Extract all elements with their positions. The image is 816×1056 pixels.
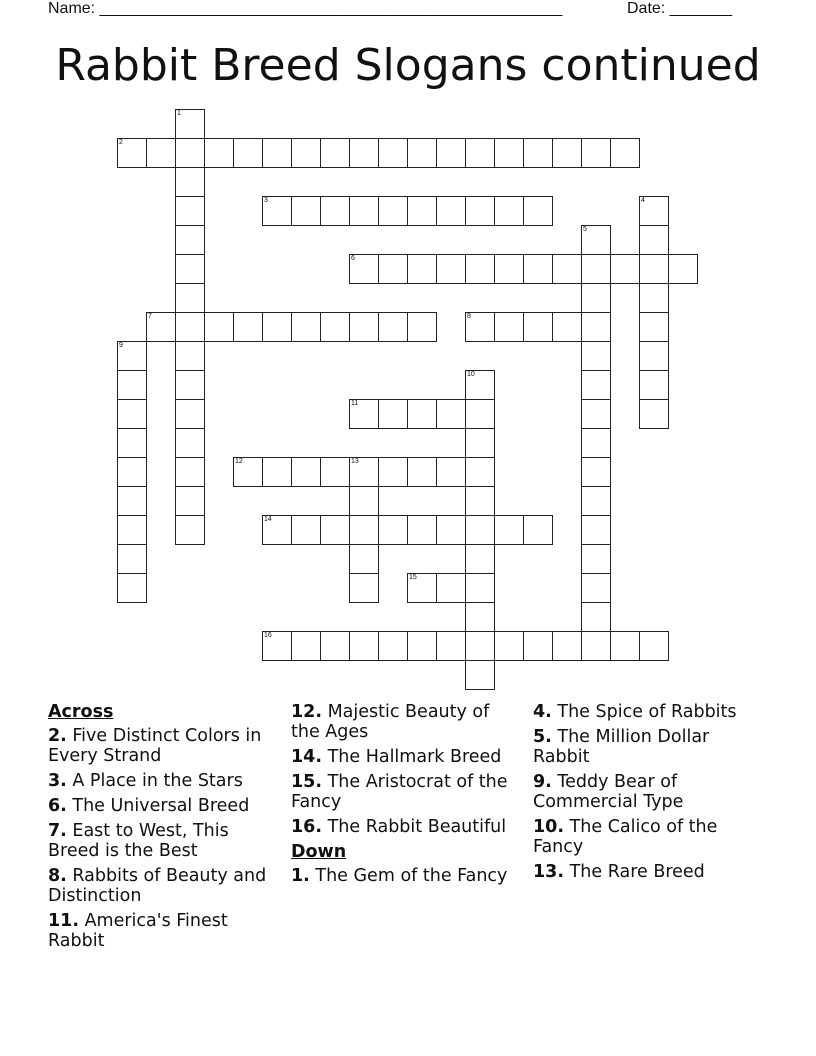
grid-cell[interactable] [175,457,205,487]
grid-cell[interactable] [639,399,669,429]
clue-text: The Rare Breed [564,862,705,882]
clue-number-label: 11. [48,911,80,931]
grid-cell[interactable] [175,341,205,371]
clue-number: 10 [467,371,475,378]
date-field-label: Date: _______ [627,0,732,17]
clue-number: 13 [351,458,359,465]
grid-cell[interactable] [291,457,321,487]
grid-cell[interactable] [262,196,292,226]
clue-item [291,772,521,812]
grid-cell[interactable] [407,399,437,429]
grid-cell[interactable] [117,515,147,545]
clues-column-2 [291,702,521,891]
grid-cell[interactable] [581,631,611,661]
grid-cell[interactable] [262,515,292,545]
grid-cell[interactable] [639,312,669,342]
clue-item [291,817,521,837]
grid-cell[interactable] [117,573,147,603]
clue-text: The Million Dollar Rabbit [533,727,710,767]
grid-cell[interactable] [436,631,466,661]
grid-cell[interactable] [378,399,408,429]
grid-cell[interactable] [291,515,321,545]
grid-cell[interactable] [581,283,611,313]
clue-item [48,911,276,951]
grid-cell[interactable] [639,631,669,661]
grid-cell[interactable] [320,196,350,226]
grid-cell[interactable] [407,631,437,661]
grid-cell[interactable] [349,312,379,342]
clues-column-1 [48,702,276,956]
grid-cell[interactable] [465,515,495,545]
grid-cell[interactable] [494,515,524,545]
down-heading: Down [291,842,347,862]
grid-cell[interactable] [494,138,524,168]
grid-cell[interactable] [349,573,379,603]
clue-number-label: 9. [533,772,552,792]
grid-cell[interactable] [320,515,350,545]
across-clue-list-continued [291,702,521,837]
grid-cell[interactable] [378,457,408,487]
grid-cell[interactable] [378,515,408,545]
clue-number-label: 8. [48,866,67,886]
grid-cell[interactable] [175,283,205,313]
grid-cell[interactable] [233,312,263,342]
grid-cell[interactable] [378,138,408,168]
grid-cell[interactable] [465,428,495,458]
clue-text: Rabbits of Beauty and Distinction [48,866,267,906]
clue-number-label: 12. [291,702,323,722]
grid-cell[interactable] [523,515,553,545]
grid-cell[interactable] [407,138,437,168]
clue-number: 7 [148,313,152,320]
clue-text: The Universal Breed [66,796,250,816]
grid-cell[interactable] [494,312,524,342]
clue-number: 9 [119,342,123,349]
down-clue-list-continued [533,702,743,882]
clue-text: The Calico of the Fancy [533,817,718,857]
clue-number: 16 [264,632,272,639]
grid-cell[interactable] [465,544,495,574]
name-field-label: Name: ____________________________________________________ [48,0,563,17]
grid-cell[interactable] [523,631,553,661]
grid-cell[interactable] [581,602,611,632]
clue-text: The Hallmark Breed [322,747,502,767]
grid-cell[interactable] [581,341,611,371]
grid-cell[interactable] [436,399,466,429]
across-clue-list [48,726,276,951]
grid-cell[interactable] [581,457,611,487]
grid-cell[interactable] [523,312,553,342]
clue-number-label: 10. [533,817,565,837]
clue-text: Majestic Beauty of the Ages [291,702,490,742]
grid-cell[interactable] [552,254,582,284]
clue-text: The Spice of Rabbits [551,702,737,722]
grid-cell[interactable] [233,138,263,168]
grid-cell[interactable] [523,254,553,284]
grid-cell[interactable] [494,196,524,226]
clue-number-label: 15. [291,772,323,792]
clue-number: 5 [583,226,587,233]
clue-number: 8 [467,313,471,320]
grid-cell[interactable] [465,370,495,400]
grid-cell[interactable] [349,486,379,516]
grid-cell[interactable] [581,370,611,400]
grid-cell[interactable] [117,457,147,487]
clue-item [533,772,743,812]
clue-number: 2 [119,139,123,146]
grid-cell[interactable] [262,138,292,168]
grid-cell[interactable] [320,631,350,661]
grid-cell[interactable] [349,399,379,429]
grid-cell[interactable] [175,225,205,255]
grid-cell[interactable] [581,573,611,603]
grid-cell[interactable] [378,254,408,284]
grid-cell[interactable] [581,254,611,284]
grid-cell[interactable] [581,312,611,342]
grid-cell[interactable] [262,631,292,661]
grid-cell[interactable] [233,457,263,487]
grid-cell[interactable] [436,196,466,226]
clue-number-label: 4. [533,702,552,722]
grid-cell[interactable] [262,312,292,342]
clue-item [291,747,521,767]
grid-cell[interactable] [465,312,495,342]
grid-cell[interactable] [204,312,234,342]
grid-cell[interactable] [523,138,553,168]
grid-cell[interactable] [349,138,379,168]
clue-number: 4 [641,197,645,204]
grid-cell[interactable] [610,631,640,661]
grid-cell[interactable] [494,631,524,661]
clue-number-label: 7. [48,821,67,841]
grid-cell[interactable] [465,457,495,487]
clue-number: 3 [264,197,268,204]
grid-cell[interactable] [465,660,495,690]
clue-item [291,702,521,742]
clue-item [533,862,743,882]
grid-cell[interactable] [175,167,205,197]
clue-text: The Aristocrat of the Fancy [291,772,508,812]
grid-cell[interactable] [436,573,466,603]
clue-text: The Gem of the Fancy [309,866,508,886]
grid-cell[interactable] [407,312,437,342]
clue-number-label: 5. [533,727,552,747]
grid-cell[interactable] [146,312,176,342]
grid-cell[interactable] [349,254,379,284]
clue-number-label: 16. [291,817,323,837]
grid-cell[interactable] [378,312,408,342]
clue-text: A Place in the Stars [66,771,243,791]
grid-cell[interactable] [175,486,205,516]
grid-cell[interactable] [407,515,437,545]
clue-item [48,866,276,906]
grid-cell[interactable] [175,370,205,400]
grid-cell[interactable] [291,631,321,661]
clue-number-label: 13. [533,862,565,882]
clue-number: 15 [409,574,417,581]
grid-cell[interactable] [146,138,176,168]
grid-cell[interactable] [117,341,147,371]
grid-cell[interactable] [465,196,495,226]
clue-number: 12 [235,458,243,465]
grid-cell[interactable] [581,399,611,429]
grid-cell[interactable] [465,631,495,661]
grid-cell[interactable] [378,631,408,661]
clue-text: America's Finest Rabbit [48,911,228,951]
grid-cell[interactable] [465,254,495,284]
grid-cell[interactable] [175,254,205,284]
grid-cell[interactable] [552,631,582,661]
grid-cell[interactable] [349,196,379,226]
grid-cell[interactable] [291,196,321,226]
grid-cell[interactable] [581,515,611,545]
grid-cell[interactable] [639,283,669,313]
clue-item [533,702,743,722]
grid-cell[interactable] [581,225,611,255]
grid-cell[interactable] [175,428,205,458]
across-heading: Across [48,702,114,722]
grid-cell[interactable] [117,544,147,574]
grid-cell[interactable] [465,573,495,603]
page-title: Rabbit Breed Slogans continued [55,40,761,91]
clue-text: Teddy Bear of Commercial Type [533,772,684,812]
grid-cell[interactable] [552,312,582,342]
clue-text: Five Distinct Colors in Every Strand [48,726,262,766]
clue-item [533,727,743,767]
grid-cell[interactable] [117,399,147,429]
clue-number: 1 [177,110,181,117]
grid-cell[interactable] [407,254,437,284]
clue-number-label: 6. [48,796,67,816]
clue-item [48,796,276,816]
grid-cell[interactable] [204,138,234,168]
grid-cell[interactable] [465,602,495,632]
grid-cell[interactable] [639,370,669,400]
grid-cell[interactable] [349,457,379,487]
grid-cell[interactable] [175,109,205,139]
grid-cell[interactable] [349,631,379,661]
clues-column-3 [533,702,743,887]
grid-cell[interactable] [639,225,669,255]
grid-cell[interactable] [262,457,292,487]
down-clue-list [291,866,521,886]
clue-item [48,821,276,861]
grid-cell[interactable] [175,312,205,342]
grid-cell[interactable] [465,399,495,429]
grid-cell[interactable] [407,573,437,603]
grid-cell[interactable] [436,254,466,284]
grid-cell[interactable] [407,196,437,226]
grid-cell[interactable] [117,486,147,516]
grid-cell[interactable] [175,196,205,226]
clue-number: 11 [351,400,359,407]
clue-item [533,817,743,857]
clue-item [48,771,276,791]
clue-item [48,726,276,766]
grid-cell[interactable] [610,138,640,168]
grid-cell[interactable] [639,196,669,226]
grid-cell[interactable] [668,254,698,284]
clue-item [291,866,521,886]
grid-cell[interactable] [117,138,147,168]
grid-cell[interactable] [320,138,350,168]
grid-cell[interactable] [117,370,147,400]
grid-cell[interactable] [494,254,524,284]
clue-number-label: 1. [291,866,310,886]
clue-number-label: 14. [291,747,323,767]
grid-cell[interactable] [407,457,437,487]
grid-cell[interactable] [552,138,582,168]
grid-cell[interactable] [465,138,495,168]
grid-cell[interactable] [320,457,350,487]
grid-cell[interactable] [436,138,466,168]
grid-cell[interactable] [465,486,495,516]
grid-cell[interactable] [581,428,611,458]
grid-cell[interactable] [291,312,321,342]
grid-cell[interactable] [175,138,205,168]
grid-cell[interactable] [378,196,408,226]
grid-cell[interactable] [581,544,611,574]
grid-cell[interactable] [291,138,321,168]
grid-cell[interactable] [175,515,205,545]
grid-cell[interactable] [639,254,669,284]
clue-number-label: 3. [48,771,67,791]
grid-cell[interactable] [349,544,379,574]
grid-cell[interactable] [320,312,350,342]
grid-cell[interactable] [175,399,205,429]
grid-cell[interactable] [117,428,147,458]
grid-cell[interactable] [523,196,553,226]
grid-cell[interactable] [436,515,466,545]
grid-cell[interactable] [436,457,466,487]
grid-cell[interactable] [349,515,379,545]
clue-number: 6 [351,255,355,262]
grid-cell[interactable] [610,254,640,284]
clue-text: The Rabbit Beautiful [322,817,507,837]
grid-cell[interactable] [581,138,611,168]
grid-cell[interactable] [581,486,611,516]
clue-number-label: 2. [48,726,67,746]
clue-text: East to West, This Breed is the Best [48,821,229,861]
clue-number: 14 [264,516,272,523]
grid-cell[interactable] [639,341,669,371]
